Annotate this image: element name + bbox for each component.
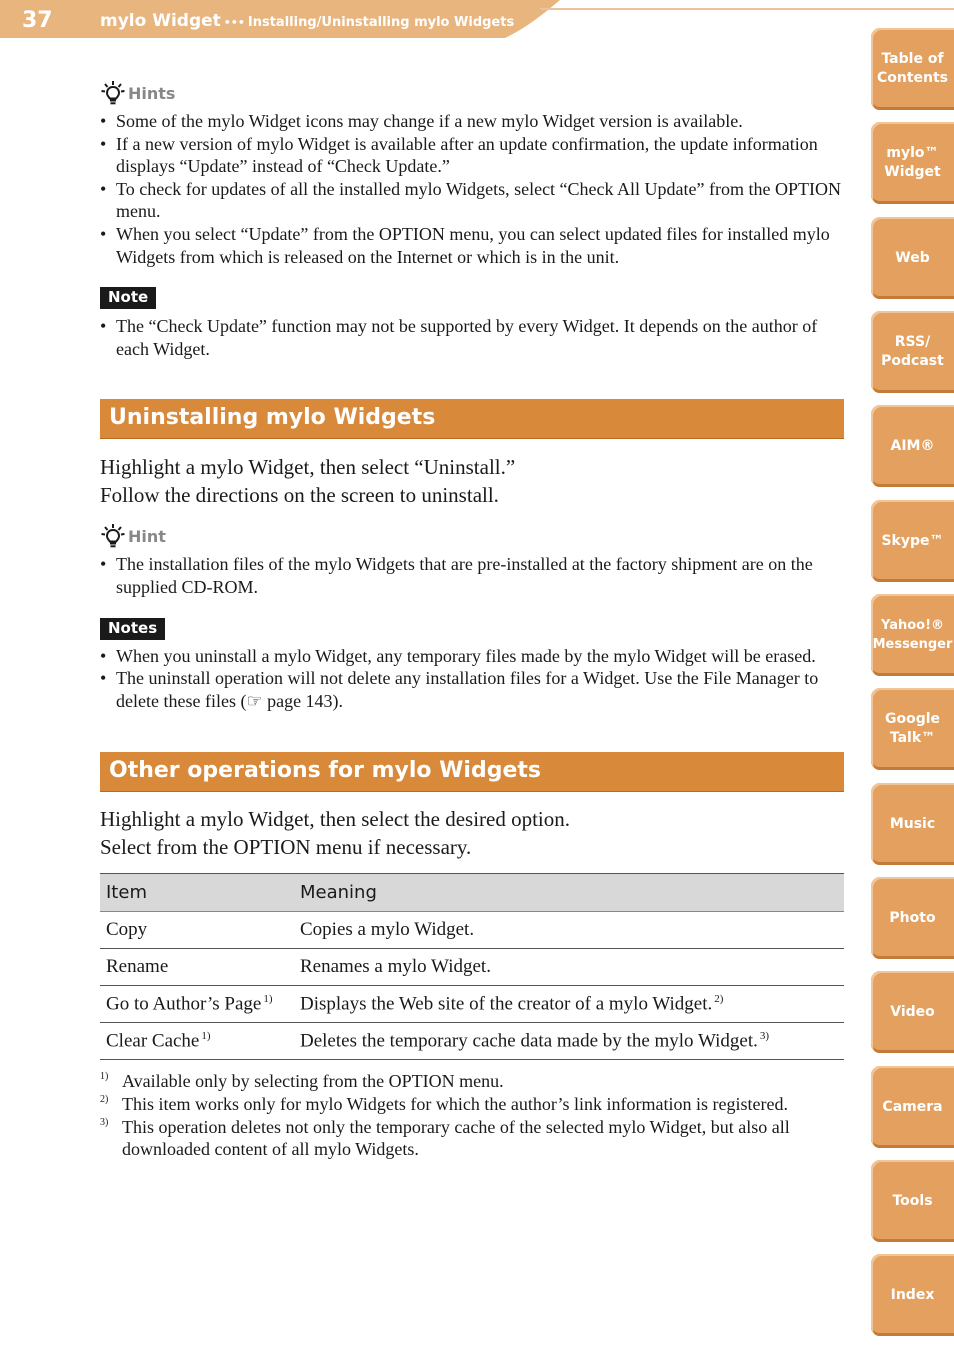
tab-table-of-contents[interactable]: Table of Contents [871, 28, 954, 110]
hints-heading-label: Hints [128, 83, 176, 103]
column-header-meaning: Meaning [294, 874, 844, 912]
list-item: • The “Check Update” function may not be supported by every Widget. It depends on the author of each Widget. [100, 315, 844, 360]
tab-camera[interactable]: Camera [871, 1066, 954, 1148]
uninstall-lead-2: Follow the directions on the screen to uninstall. [100, 482, 499, 507]
list-item: • Some of the mylo Widget icons may change if a new mylo Widget version is available. [100, 110, 844, 133]
table-cell-item [100, 912, 294, 949]
list-item: • If a new version of mylo Widget is available after an update confirmation, the update information displays “Update” instead of “Check Update.” [100, 133, 844, 178]
table-row [100, 986, 844, 1023]
table-row [100, 912, 844, 949]
lightbulb-icon [100, 80, 126, 106]
item-text: Rename [106, 956, 169, 978]
meaning-text: Deletes the temporary cache data made by the mylo Widget. [300, 1030, 758, 1052]
other-ops-lead-1: Highlight a mylo Widget, then select the desired option. [100, 807, 571, 832]
footnote-ref: 1) [201, 1030, 211, 1043]
footnote-text: This item works only for mylo Widgets for which the author’s link information is registered. [122, 1093, 788, 1114]
table-cell-meaning [294, 949, 844, 986]
table-header-row [100, 874, 844, 912]
footnote [100, 1116, 844, 1161]
tab-music[interactable]: Music [871, 783, 954, 865]
hints-heading [100, 80, 844, 106]
table-cell-meaning [294, 912, 844, 949]
column-header-item: Item [100, 874, 294, 912]
table-cell-meaning [294, 986, 844, 1023]
footnote [100, 1070, 844, 1093]
tab-google-talk[interactable]: Google Talk™ [871, 688, 954, 770]
table-row [100, 949, 844, 986]
footnote-number: 2) [100, 1093, 109, 1105]
meaning-text: Renames a mylo Widget. [300, 956, 491, 978]
main-content [100, 80, 844, 1161]
item-text: Copy [106, 919, 148, 941]
other-ops-lead-2: Select from the OPTION menu if necessary. [100, 834, 472, 859]
section-heading-uninstall: Uninstalling mylo Widgets [100, 399, 844, 439]
footnote-ref: 2) [714, 993, 724, 1006]
notes-badge: Notes [100, 618, 165, 640]
list-item: • When you select “Update” from the OPTION menu, you can select updated files for installed mylo Widgets from which is released on the Internet or which is in the unit. [100, 223, 844, 268]
tab-skype[interactable]: Skype™ [871, 500, 954, 582]
notes-list [100, 645, 844, 713]
tab-video[interactable]: Video [871, 971, 954, 1053]
tab-yahoo-messenger[interactable]: Yahoo!® Messenger [871, 594, 954, 676]
section-heading-other-operations: Other operations for mylo Widgets [100, 752, 844, 792]
options-table [100, 873, 844, 1060]
table-cell-item [100, 986, 294, 1023]
item-text: Go to Author’s Page [106, 993, 262, 1015]
list-item: • The uninstall operation will not delete any installation files for a Widget. Use the File Manager to delete these files (☞ page 143). [100, 667, 844, 712]
table-row [100, 1023, 844, 1060]
tab-aim[interactable]: AIM® [871, 405, 954, 487]
meaning-text: Copies a mylo Widget. [300, 919, 475, 941]
table-cell-item [100, 1023, 294, 1060]
hint-heading [100, 523, 844, 549]
hint-list [100, 553, 844, 598]
breadcrumb [100, 11, 514, 31]
footnote-ref: 3) [759, 1030, 770, 1043]
tab-rss-podcast[interactable]: RSS/ Podcast [871, 311, 954, 393]
breadcrumb-separator: ••• [223, 16, 245, 29]
page-number: 37 [22, 8, 53, 33]
header-rule [540, 8, 954, 10]
tab-tools[interactable]: Tools [871, 1160, 954, 1242]
list-item: • The installation files of the mylo Widgets that are pre-installed at the factory shipment are on the supplied CD-ROM. [100, 553, 844, 598]
list-item: • To check for updates of all the installed mylo Widgets, select “Check All Update” from the OPTION menu. [100, 178, 844, 223]
table-cell-item [100, 949, 294, 986]
breadcrumb-section[interactable]: Installing/Uninstalling mylo Widgets [247, 15, 515, 30]
footnote-number: 1) [100, 1071, 109, 1083]
tab-index[interactable]: Index [871, 1254, 954, 1336]
table-cell-meaning [294, 1023, 844, 1060]
footnote-text: Available only by selecting from the OPTION menu. [122, 1071, 504, 1092]
footnote-text: This operation deletes not only the temporary cache of the selected mylo Widget, but also all downloaded content of all mylo Widgets. [122, 1116, 790, 1160]
tab-mylo-widget[interactable]: mylo™ Widget [871, 122, 954, 204]
footnotes [100, 1070, 844, 1160]
footnote-ref: 1) [263, 993, 273, 1006]
page-header [0, 0, 560, 40]
list-item: • When you uninstall a mylo Widget, any temporary files made by the mylo Widget will be erased. [100, 645, 844, 668]
item-text: Clear Cache [106, 1030, 200, 1052]
meaning-text: Displays the Web site of the creator of a mylo Widget. [300, 993, 713, 1015]
note-badge: Note [100, 287, 156, 309]
footnote-number: 3) [100, 1116, 109, 1128]
breadcrumb-title[interactable]: mylo Widget [100, 11, 221, 31]
footnote [100, 1093, 844, 1116]
note-list [100, 315, 844, 360]
lightbulb-icon [100, 523, 126, 549]
tab-web[interactable]: Web [871, 217, 954, 299]
hints-list [100, 110, 844, 268]
hint-heading-label: Hint [128, 526, 166, 546]
tab-photo[interactable]: Photo [871, 877, 954, 959]
uninstall-lead-1: Highlight a mylo Widget, then select “Uninstall.” [100, 455, 516, 480]
